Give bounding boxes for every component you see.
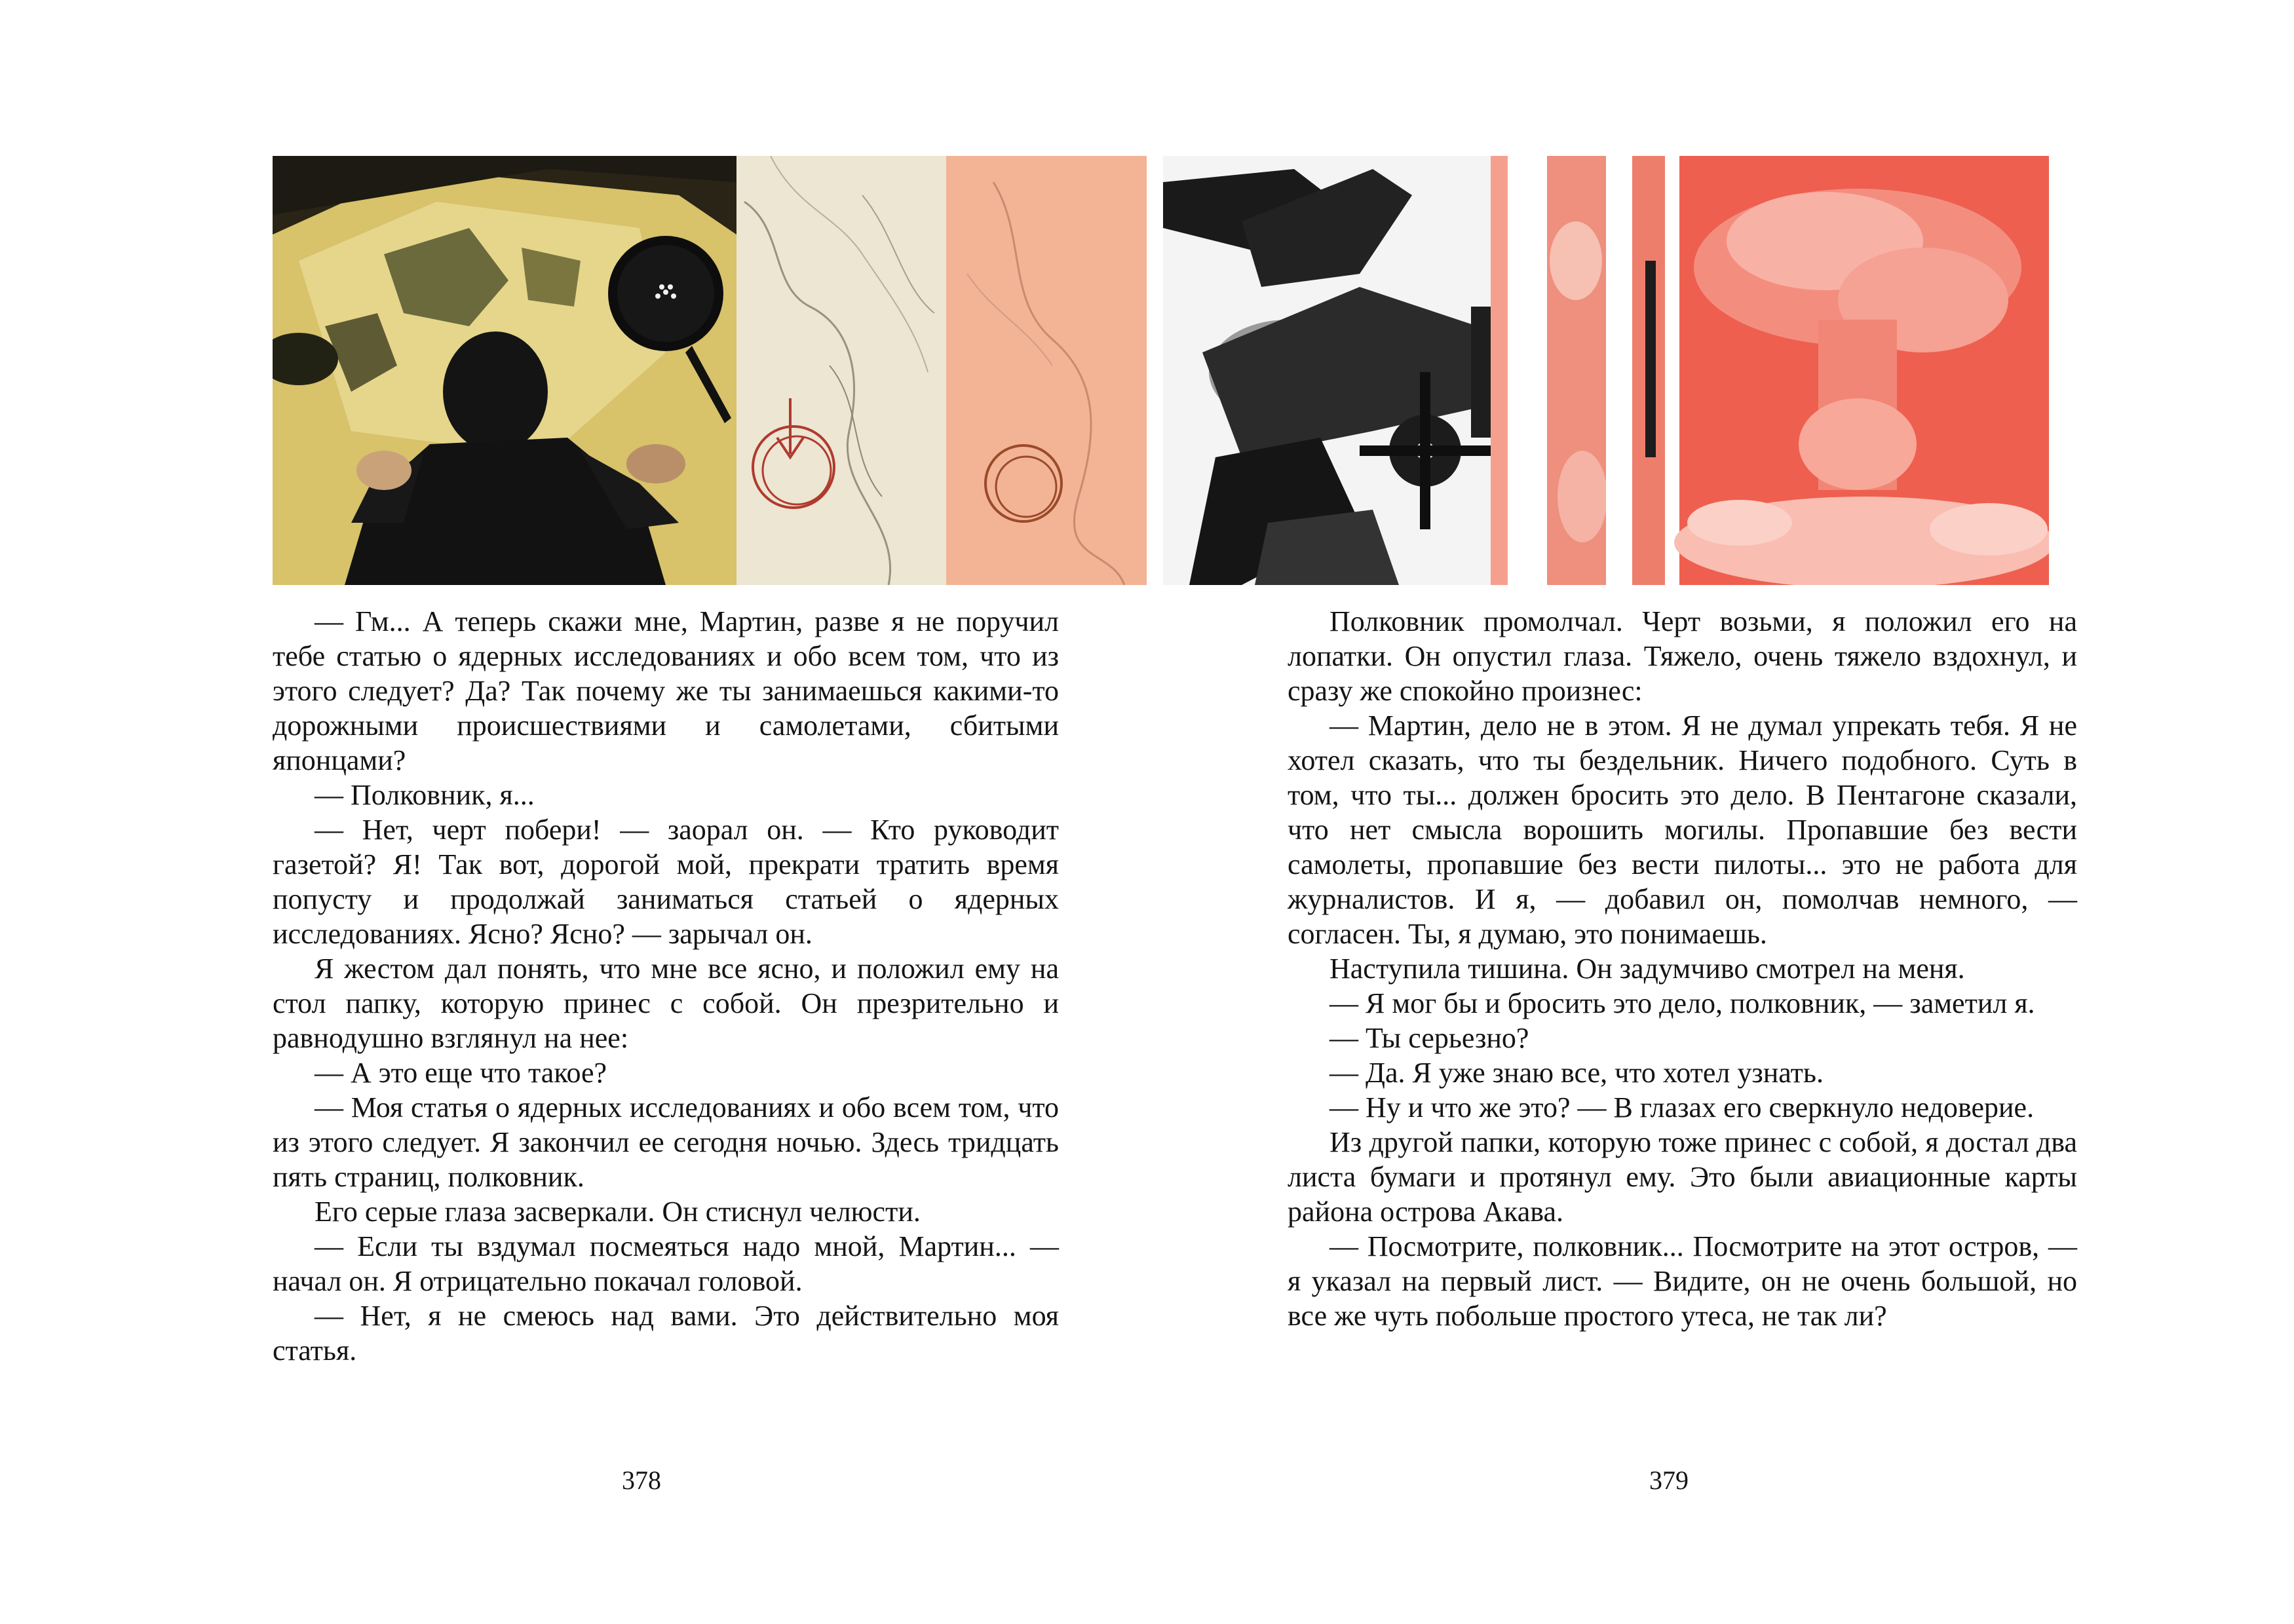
paragraph: — Гм... А теперь скажи мне, Мартин, разве я не поручил тебе статью о ядерных исследованиях и обо всем том, что из этого следует? Да? Так почему же ты занимаешься какими-то дорожными происшествиями и самолетами, сбитыми японцами? (273, 605, 1059, 776)
paragraph: — Моя статья о ядерных исследованиях и обо всем том, что из этого следует. Я закончил ее сегодня ночью. Здесь тридцать пять страниц, полковник. (273, 1091, 1059, 1193)
bomber-and-explosion-illustration (1163, 156, 2049, 585)
paragraph: — Посмотрите, полковник... Посмотрите на этот остров, — я указал на первый лист. — Видите, он не очень большой, но все же чуть побольше простого утеса, не так ли? (1288, 1230, 2077, 1332)
paragraph: — Я мог бы и бросить это дело, полковник, — заметил я. (1329, 987, 2035, 1019)
page-number: 379 (1649, 1465, 1689, 1495)
paragraph: — Мартин, дело не в этом. Я не думал упрекать тебя. Я не хотел сказать, что ты бездельник. Ничего подобного. Суть в том, что ты... должен бросить это дело. В Пентагоне сказали, что нет смысла ворошить могилы. Пропавшие без вести самолеты, пропавшие без вести пилоты... это не работа для журналистов. И я, — добавил он, помолчав немного, — согласен. Ты, я думаю, это понимаешь. (1288, 709, 2077, 950)
paragraph: Полковник промолчал. Черт возьми, я положил его на лопатки. Он опустил глаза. Тяжело, очень тяжело вздохнул, и сразу же спокойно произнес: (1288, 605, 2077, 707)
paragraph: Его серые глаза засверкали. Он стиснул челюсти. (315, 1196, 921, 1228)
paragraph: — Ты серьезно? (1329, 1022, 1529, 1054)
paragraph: — А это еще что такое? (315, 1057, 607, 1089)
page-number: 378 (622, 1465, 661, 1495)
paragraph: Наступила тишина. Он задумчиво смотрел на меня. (1329, 953, 1965, 985)
paragraph: — Да. Я уже знаю все, что хотел узнать. (1329, 1057, 1824, 1089)
paragraph: — Если ты вздумал посмеяться надо мной, Мартин... — начал он. Я отрицательно покачал головой. (273, 1230, 1059, 1297)
right-illustration (1163, 156, 2049, 585)
paragraph: Я жестом дал понять, что мне все ясно, и положил ему на стол папку, которую принес с собой. Он презрительно и равнодушно взглянул на нее: (273, 953, 1059, 1054)
paragraph: Из другой папки, которую тоже принес с собой, я достал два листа бумаги и протянул ему. Это были авиационные карты района острова Акава. (1288, 1126, 2077, 1228)
left-page-text (273, 604, 1059, 1368)
paragraph: — Нет, черт побери! — заорал он. — Кто руководит газетой? Я! Так вот, дорогой мой, прекрати тратить время попусту и продолжай заниматься статьей о ядерных исследованиях. Ясно? Ясно? — зарычал он. (273, 814, 1059, 950)
paragraph: — Нет, я не смеюсь над вами. Это действительно моя статья. (273, 1300, 1059, 1367)
man-studying-map-illustration (273, 156, 1147, 585)
left-illustration (273, 156, 1147, 585)
right-page (1147, 0, 2294, 1624)
right-page-text (1288, 604, 2077, 1333)
paragraph: — Ну и что же это? — В глазах его сверкнуло недоверие. (1329, 1091, 2035, 1124)
paragraph: — Полковник, я... (315, 779, 535, 811)
